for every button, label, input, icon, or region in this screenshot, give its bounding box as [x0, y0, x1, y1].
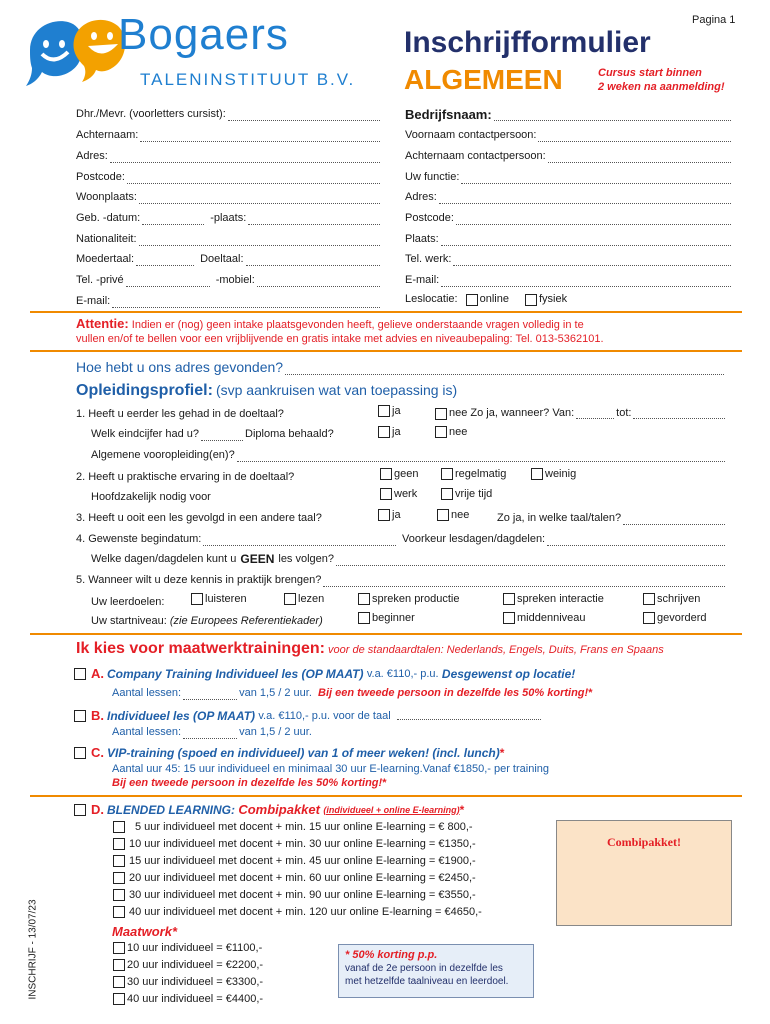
korting-note: Bij een tweede persoon in dezelfde les 50% korting!	[112, 777, 383, 789]
checkbox[interactable]	[531, 468, 543, 480]
checkbox[interactable]	[437, 509, 449, 521]
leerdoel-spreken-interactie[interactable]	[503, 593, 604, 605]
niveau-beginner[interactable]	[358, 612, 415, 624]
option-label: 10 uur individueel = €1100,-	[127, 942, 263, 954]
field-label: Tel. werk:	[405, 253, 452, 265]
checkbox[interactable]	[643, 593, 655, 605]
checkbox[interactable]	[503, 612, 515, 624]
checkbox[interactable]	[435, 408, 447, 420]
option-label: weinig	[545, 468, 577, 480]
option-label: beginner	[372, 612, 415, 624]
q1b-ja[interactable]	[378, 426, 401, 438]
option-letter: C.	[91, 745, 104, 760]
start-note-line1: Cursus start binnen	[598, 67, 702, 79]
q5-praktijk[interactable]	[76, 574, 727, 587]
start-note-line2: 2 weken na aanmelding!	[598, 81, 725, 93]
star: *	[382, 777, 387, 789]
form-subtitle: ALGEMEEN	[404, 64, 563, 95]
logo-subtitle: TALENINSTITUUT B.V.	[140, 70, 356, 89]
checkbox[interactable]	[113, 889, 125, 901]
field-postcode-bedrijf[interactable]	[405, 212, 733, 225]
divider	[30, 311, 742, 313]
option-label: schrijven	[657, 593, 701, 605]
divider	[30, 795, 742, 797]
maatwork-option-30[interactable]	[113, 976, 263, 988]
checkbox[interactable]	[113, 976, 125, 988]
q4b-post: les volgen?	[278, 553, 335, 565]
option-label: ja	[392, 426, 401, 438]
eindcijfer-label: Welk eindcijfer had u?	[91, 428, 200, 440]
q4b-geen[interactable]	[91, 553, 727, 566]
q2b-label: Hoofdzakelijk nodig voor	[91, 491, 211, 503]
option-label: 40 uur individueel met docent + min. 120 uur online E-learning = €4650,-	[129, 906, 482, 918]
option-label: 30 uur individueel = €3300,-	[127, 976, 264, 988]
checkbox[interactable]	[378, 509, 390, 521]
begindatum-label: 4. Gewenste begindatum:	[76, 533, 202, 545]
leerdoelen-label: Uw leerdoelen:	[91, 596, 165, 608]
field-tel-werk[interactable]	[405, 253, 733, 266]
option-a[interactable]	[74, 666, 575, 681]
field-adres-bedrijf[interactable]	[405, 191, 733, 204]
checkbox[interactable]	[435, 426, 447, 438]
field-hoe-gevonden[interactable]	[76, 359, 726, 375]
maatwork-option-40[interactable]	[113, 993, 263, 1005]
field-achternaam-contact[interactable]	[405, 150, 733, 163]
option-label: 30 uur individueel met docent + min. 90 uur online E-learning = €3550,-	[129, 889, 476, 901]
option-label: nee	[449, 426, 468, 438]
maatwerk-heading	[76, 640, 664, 658]
option-label: ja	[392, 405, 401, 417]
q4b-geen-bold: GEEN	[240, 552, 275, 566]
field-functie[interactable]	[405, 171, 733, 184]
blended-option-15[interactable]	[113, 855, 476, 867]
q2-label: 2. Heeft u praktische ervaring in de doeltaal?	[76, 471, 295, 483]
checkbox[interactable]	[503, 593, 515, 605]
hoe-label: Hoe hebt u ons adres gevonden?	[76, 359, 284, 375]
fysiek-checkbox[interactable]	[525, 294, 537, 306]
option-label: vrije tijd	[455, 488, 493, 500]
checkbox[interactable]	[113, 821, 125, 833]
option-title: VIP-training (spoed en individueel) van 1 of meer weken! (incl. lunch)	[107, 745, 500, 760]
checkbox[interactable]	[380, 488, 392, 500]
option-label: nee	[451, 509, 470, 521]
option-title: BLENDED LEARNING:	[107, 802, 235, 817]
checkbox[interactable]	[113, 838, 125, 850]
q2-geen[interactable]	[380, 468, 418, 480]
q2b-werk[interactable]	[380, 488, 417, 500]
korting-box	[338, 944, 534, 998]
korting-box-line2: met hetzelfde taalniveau en leerdoel.	[345, 976, 509, 987]
option-label: ja	[392, 509, 401, 521]
q1c-vooropleiding[interactable]	[91, 449, 727, 462]
field-moedertaal[interactable]	[76, 253, 382, 266]
maatwork-option-10[interactable]	[113, 942, 262, 954]
field-label: Moedertaal:	[76, 253, 135, 265]
option-c[interactable]	[74, 745, 504, 760]
q1b-eindcijfer[interactable]	[91, 428, 375, 441]
aantal-label: Aantal lessen:	[112, 687, 182, 699]
option-label: 20 uur individueel met docent + min. 60 uur online E-learning = €2450,-	[129, 872, 476, 884]
field-label: Woonplaats:	[76, 191, 137, 203]
option-d[interactable]	[74, 802, 464, 817]
field-voornaam-contact[interactable]	[405, 129, 733, 142]
q2b-vrije-tijd[interactable]	[441, 488, 492, 500]
q2-weinig[interactable]	[531, 468, 576, 480]
field-label: Voornaam contactpersoon:	[405, 129, 537, 141]
star: *	[499, 745, 505, 760]
diploma-label: Diploma behaald?	[245, 428, 334, 440]
checkbox[interactable]	[378, 426, 390, 438]
option-label: 20 uur individueel = €2200,-	[127, 959, 264, 971]
q4-begindatum[interactable]	[76, 533, 398, 546]
q1-nee[interactable]	[435, 407, 727, 420]
ik-kies-note: voor de standaardtalen: Nederlands, Engels, Duits, Frans en Spaans	[328, 644, 664, 656]
q1-label: 1. Heeft u eerder les gehad in de doeltaal?	[76, 408, 284, 420]
bedrijfsnaam-label: Bedrijfsnaam:	[405, 107, 492, 122]
online-label: online	[479, 293, 509, 305]
field-label: Doeltaal:	[200, 253, 244, 265]
option-label: 5 uur individueel met docent + min. 15 uur online E-learning = € 800,-	[135, 821, 473, 833]
checkbox[interactable]	[378, 405, 390, 417]
leerdoel-spreken-productie[interactable]	[358, 593, 459, 605]
field-label: Plaats:	[405, 233, 439, 245]
leerdoel-lezen[interactable]	[284, 593, 324, 605]
checkbox[interactable]	[191, 593, 203, 605]
field-plaats[interactable]	[405, 233, 733, 246]
attentie-line2: vullen en/of te bellen voor een vrijblijvende en gratis intake met advies en niveaubepaling: Tel. 013-5362101.	[76, 333, 604, 345]
field-label: Nationaliteit:	[76, 233, 137, 245]
blended-option-40[interactable]	[113, 906, 482, 918]
korting-note: Bij een tweede persoon in dezelfde les 50% korting!	[318, 687, 589, 699]
q3-label: 3. Heeft u ooit een les gevolgd in een andere taal?	[76, 512, 322, 524]
page-number: Pagina 1	[692, 14, 736, 26]
profiel-note: (svp aankruisen wat van toepassing is)	[215, 382, 458, 398]
blended-option-20[interactable]	[113, 872, 476, 884]
checkbox[interactable]	[643, 612, 655, 624]
option-label: spreken interactie	[517, 593, 604, 605]
leerdoel-luisteren[interactable]	[191, 593, 247, 605]
combi-note: (individueel + online E-learning)	[323, 804, 460, 815]
field-label: Dhr./Mevr. (voorletters cursist):	[76, 108, 226, 120]
field-label: E-mail:	[76, 295, 111, 307]
maatwork-option-20[interactable]	[113, 959, 263, 971]
q3-ja[interactable]	[378, 509, 401, 521]
option-label: 40 uur individueel = €4400,-	[127, 993, 264, 1005]
opleidingsprofiel-heading	[76, 382, 457, 400]
checkbox[interactable]	[113, 872, 125, 884]
tot-label: tot:	[616, 407, 632, 419]
option-letter: D.	[91, 802, 104, 817]
q3-nee[interactable]	[437, 509, 469, 521]
option-label: middenniveau	[517, 612, 586, 624]
korting-box-title: * 50% korting p.p.	[345, 949, 438, 961]
option-label: nee Zo ja, wanneer? Van:	[449, 407, 575, 419]
field-label: -mobiel:	[215, 274, 255, 286]
leerdoel-schrijven[interactable]	[643, 593, 700, 605]
checkbox[interactable]	[113, 993, 125, 1005]
checkbox[interactable]	[284, 593, 296, 605]
checkbox[interactable]	[441, 468, 453, 480]
field-nationaliteit[interactable]	[76, 233, 382, 246]
combipakket-box	[556, 820, 732, 926]
field-achternaam[interactable]	[76, 129, 382, 142]
field-label: Adres:	[405, 191, 437, 203]
option-label: luisteren	[205, 593, 247, 605]
voorkeur-label: Voorkeur lesdagen/dagdelen:	[402, 533, 546, 545]
field-label: -plaats:	[210, 212, 247, 224]
van-label: van 1,5 / 2 uur.	[239, 687, 312, 699]
checkbox[interactable]	[113, 959, 125, 971]
ik-kies-title: Ik kies voor maatwerktrainingen:	[76, 640, 325, 657]
startniveau-text: Uw startniveau:	[91, 615, 167, 627]
option-extra: Desgewenst op locatie!	[441, 666, 576, 681]
field-label: Geb. -datum:	[76, 212, 141, 224]
checkbox[interactable]	[358, 612, 370, 624]
checkbox[interactable]	[113, 942, 125, 954]
vooropleiding-label: Algemene vooropleiding(en)?	[91, 449, 235, 461]
field-label: Uw functie:	[405, 171, 460, 183]
form-title: Inschrijfformulier	[404, 26, 651, 59]
combipakket-label: Combipakket	[238, 802, 320, 817]
checkbox[interactable]	[74, 710, 86, 722]
checkbox[interactable]	[74, 804, 86, 816]
option-label: werk	[394, 488, 418, 500]
side-code: INSCHRIJF - 13/07/23	[27, 899, 39, 1000]
startniveau-label	[91, 615, 323, 628]
q5-label: 5. Wanneer wilt u deze kennis in praktijk brengen?	[76, 574, 322, 586]
option-a-aantal[interactable]	[112, 687, 592, 700]
field-label: Leslocatie:	[405, 293, 458, 305]
field-dhr-mevr[interactable]	[76, 108, 382, 121]
maatwork-heading: Maatwork*	[112, 924, 178, 939]
q1b-nee[interactable]	[435, 426, 467, 438]
field-label: Adres:	[76, 150, 108, 162]
online-checkbox[interactable]	[466, 294, 478, 306]
option-label: regelmatig	[455, 468, 507, 480]
niveau-gevorderd[interactable]	[643, 612, 707, 624]
field-postcode[interactable]	[76, 171, 382, 184]
q4b-pre: Welke dagen/dagdelen kunt u	[91, 553, 237, 565]
checkbox[interactable]	[74, 747, 86, 759]
option-price: v.a. €110,- p.u.	[366, 667, 439, 680]
field-woonplaats[interactable]	[76, 191, 382, 204]
option-title: Company Training Individueel les (OP MAAT)	[107, 666, 364, 681]
field-adres[interactable]	[76, 150, 382, 163]
zo-ja-label: Zo ja, in welke taal/talen?	[497, 512, 622, 524]
attentie-line1	[76, 316, 584, 331]
checkbox[interactable]	[74, 668, 86, 680]
checkbox[interactable]	[358, 593, 370, 605]
checkbox[interactable]	[113, 855, 125, 867]
van-label: van 1,5 / 2 uur.	[239, 726, 312, 738]
niveau-midden[interactable]	[503, 612, 586, 624]
option-b[interactable]	[74, 708, 543, 723]
divider	[30, 633, 742, 635]
option-label: spreken productie	[372, 593, 460, 605]
field-email-bedrijf[interactable]	[405, 274, 733, 287]
q3-talen[interactable]	[497, 512, 727, 525]
checkbox[interactable]	[441, 488, 453, 500]
option-b-aantal[interactable]	[112, 726, 312, 739]
field-tel-prive[interactable]	[76, 274, 382, 287]
star: *	[459, 802, 465, 817]
attentie-text: Indien er (nog) geen intake plaatsgevonden heeft, gelieve onderstaande vragen volledig in te	[131, 319, 584, 331]
field-label: Achternaam:	[76, 129, 139, 141]
profiel-title: Opleidingsprofiel:	[76, 382, 213, 399]
option-letter: B.	[91, 708, 104, 723]
option-label: lezen	[298, 593, 325, 605]
korting-box-line1: vanaf de 2e persoon in dezelfde les	[345, 963, 503, 974]
divider	[30, 350, 742, 352]
field-label: E-mail:	[405, 274, 440, 286]
option-label: 15 uur individueel met docent + min. 45 uur online E-learning = €1900,-	[129, 855, 476, 867]
attentie-label: Attentie:	[76, 316, 129, 331]
field-label: Achternaam contactpersoon:	[405, 150, 546, 162]
combipakket-box-label: Combipakket!	[606, 835, 681, 849]
field-email[interactable]	[76, 295, 382, 308]
q4-voorkeur[interactable]	[402, 533, 727, 546]
option-title: Individueel les (OP MAAT)	[107, 708, 256, 723]
option-label: geen	[394, 468, 419, 480]
option-c-line1: Aantal uur 45: 15 uur individueel en minimaal 30 uur E-learning.Vanaf €1850,- per training	[112, 763, 550, 775]
blended-option-30[interactable]	[113, 889, 476, 901]
q1-ja[interactable]	[378, 405, 401, 417]
option-c-line2	[112, 777, 386, 789]
field-geb-datum[interactable]	[76, 212, 382, 225]
q2-regelmatig[interactable]	[441, 468, 506, 480]
aantal-label: Aantal lessen:	[112, 726, 182, 738]
blended-option-10[interactable]	[113, 838, 476, 850]
logo-name: Bogaers	[118, 10, 289, 59]
field-label: Postcode:	[76, 171, 125, 183]
option-label: gevorderd	[657, 612, 707, 624]
star: *	[588, 687, 593, 699]
field-leslocatie	[405, 293, 733, 306]
option-price: v.a. €110,- p.u. voor de taal	[258, 709, 391, 722]
checkbox[interactable]	[113, 906, 125, 918]
blended-option-5[interactable]	[113, 821, 473, 833]
option-letter: A.	[91, 666, 104, 681]
field-label: Tel. -privé	[76, 274, 124, 286]
referentiekader-note: (zie Europees Referentiekader)	[169, 615, 323, 627]
checkbox[interactable]	[380, 468, 392, 480]
field-label: Postcode:	[405, 212, 454, 224]
option-label: 10 uur individueel met docent + min. 30 uur online E-learning = €1350,-	[129, 838, 476, 850]
field-bedrijfsnaam[interactable]	[405, 108, 733, 121]
fysiek-label: fysiek	[538, 293, 568, 305]
